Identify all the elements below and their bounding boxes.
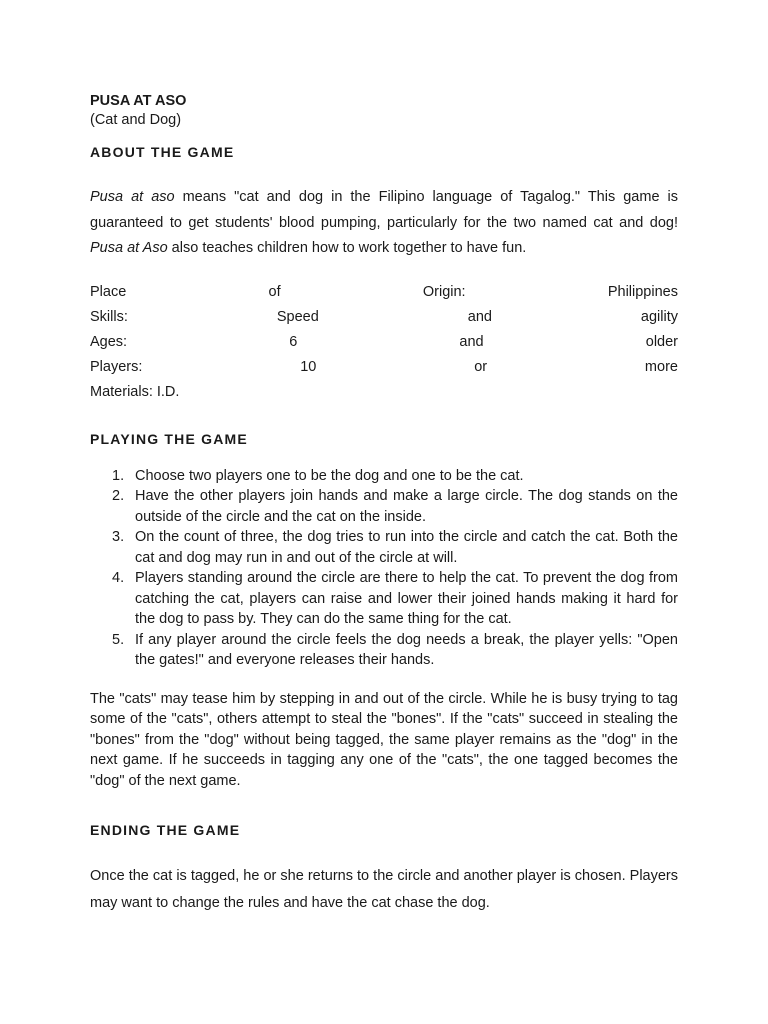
step-number: 3.	[112, 529, 125, 545]
list-item	[90, 466, 678, 487]
fact-word: Origin:	[422, 283, 466, 300]
fact-word: or	[474, 358, 488, 375]
list-item	[90, 630, 678, 671]
section-heading-ending: ENDING THE GAME	[90, 822, 241, 838]
fact-word: Speed	[276, 308, 319, 325]
fact-row-skills	[90, 305, 678, 330]
fact-word: Ages:	[90, 333, 128, 350]
fact-word: Skills:	[90, 308, 128, 325]
fact-word: agility	[640, 308, 678, 325]
intro-text-2: also teaches children how to work together to have fun.	[167, 240, 527, 256]
list-item	[90, 527, 678, 568]
ending-paragraph: Once the cat is tagged, he or she returns to the circle and another player is chosen. Players may want to change the rules and have the cat chase the dog.	[90, 868, 678, 911]
step-number: 2.	[112, 488, 125, 504]
fact-row-materials	[90, 380, 678, 405]
steps-list	[90, 466, 678, 671]
step-text: Choose two players one to be the dog and one to be the cat.	[135, 467, 524, 484]
intro-emphasis-1: Pusa at aso	[90, 189, 175, 205]
step-text: On the count of three, the dog tries to run into the circle and catch the cat. Both the cat and dog may run in and out of the circle at will.	[135, 529, 678, 566]
step-number: 5.	[112, 631, 125, 648]
document-subtitle: (Cat and Dog)	[90, 112, 182, 128]
step-number: 1.	[112, 467, 125, 484]
fact-word: 6	[289, 333, 298, 350]
list-item	[90, 486, 678, 527]
step-number: 4.	[112, 570, 125, 586]
section-heading-about: ABOUT THE GAME	[90, 144, 235, 160]
fact-word: of	[268, 283, 281, 300]
intro-paragraph	[90, 185, 678, 262]
step-text: If any player around the circle feels the dog needs a break, the player yells: "Open the gates!" and everyone releases their hands.	[135, 631, 678, 668]
document-page	[90, 92, 678, 917]
fact-word: and	[459, 333, 484, 350]
gameplay-paragraph: The "cats" may tease him by stepping in and out of the circle. While he is busy trying to tag some of the "cats", others attempt to steal the "bones". If the "cats" succeed in stealing the "bones" from the "dog" without being tagged, the same player remains as the "dog" in the next game. If he succeeds in tagging any one of the "cats", the one tagged becomes the "dog" of the next game.	[90, 690, 678, 789]
intro-emphasis-2: Pusa at Aso	[90, 240, 168, 256]
fact-row-players	[90, 355, 678, 380]
list-item	[90, 568, 678, 630]
fact-word: and	[467, 308, 492, 325]
step-text: Players standing around the circle are there to help the cat. To prevent the dog from catching the cat, players can raise and lower their joined hands making it hard for the dog to pass by. They can do the same thing for the cat.	[135, 570, 678, 627]
fact-word: Place	[90, 283, 127, 300]
fact-word: 10	[300, 358, 317, 375]
fact-row-ages	[90, 330, 678, 355]
fact-materials: Materials: I.D.	[90, 383, 180, 400]
fact-word: Philippines	[607, 283, 678, 300]
fact-word: more	[644, 358, 678, 375]
section-heading-playing: PLAYING THE GAME	[90, 430, 248, 447]
document-title: PUSA AT ASO	[90, 93, 187, 109]
fact-row-origin	[90, 280, 678, 305]
facts-list	[90, 280, 678, 405]
step-text: Have the other players join hands and make a large circle. The dog stands on the outside of the circle and the cat on the inside.	[135, 488, 678, 525]
fact-word: Players:	[90, 358, 143, 375]
intro-text-1: means "cat and dog in the Filipino language of Tagalog." This game is guaranteed to get students' blood pumping, particularly for the two named cat and dog!	[90, 189, 678, 231]
fact-word: older	[645, 333, 678, 350]
